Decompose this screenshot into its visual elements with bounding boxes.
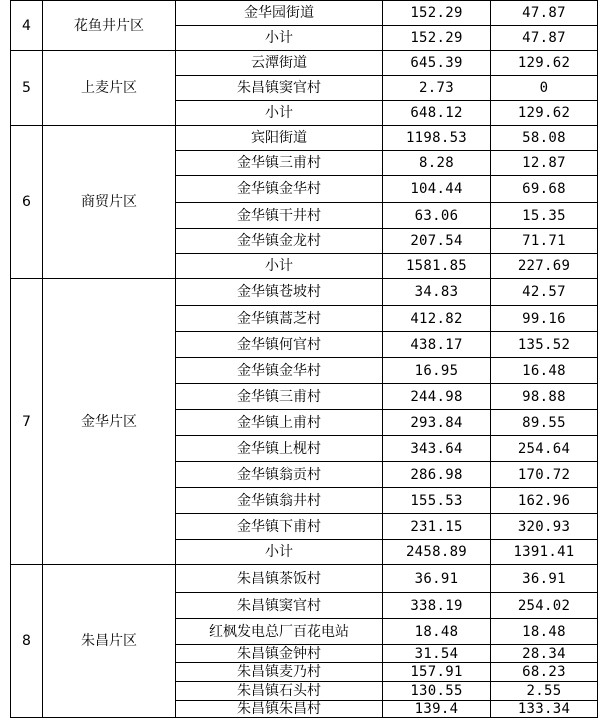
group-number: 5 [11,51,43,126]
place-name: 金华园街道 [176,1,383,26]
group-number: 4 [11,1,43,51]
place-name: 朱昌镇金钟村 [176,645,383,663]
place-name: 朱昌镇朱昌村 [176,701,383,718]
value-b: 227.69 [491,254,598,279]
group-number: 7 [11,279,43,565]
value-a: 63.06 [383,203,491,229]
place-name: 云潭街道 [176,51,383,76]
value-a: 2458.89 [383,540,491,565]
table-row [11,126,598,151]
place-name: 小计 [176,26,383,51]
value-a: 34.83 [383,279,491,306]
value-a: 293.84 [383,410,491,436]
value-a: 139.4 [383,701,491,718]
table-row [11,279,598,306]
value-b: 135.52 [491,332,598,358]
district-name: 朱昌片区 [43,565,176,718]
value-b: 170.72 [491,462,598,488]
district-name: 上麦片区 [43,51,176,126]
value-b: 71.71 [491,229,598,254]
value-b: 47.87 [491,26,598,51]
place-name: 红枫发电总厂百花电站 [176,619,383,645]
group-number: 6 [11,126,43,279]
place-name: 金华镇何官村 [176,332,383,358]
value-a: 16.95 [383,358,491,384]
district-name: 金华片区 [43,279,176,565]
value-a: 152.29 [383,1,491,26]
value-a: 343.64 [383,436,491,462]
value-b: 42.57 [491,279,598,306]
value-a: 1581.85 [383,254,491,279]
value-a: 207.54 [383,229,491,254]
value-a: 412.82 [383,306,491,332]
place-name: 小计 [176,101,383,126]
value-b: 99.16 [491,306,598,332]
table-row [11,565,598,593]
value-a: 157.91 [383,663,491,682]
place-name: 金华镇金龙村 [176,229,383,254]
value-b: 2.55 [491,682,598,701]
value-b: 18.48 [491,619,598,645]
value-b: 129.62 [491,101,598,126]
value-a: 152.29 [383,26,491,51]
value-a: 2.73 [383,76,491,101]
place-name: 金华镇苍坡村 [176,279,383,306]
value-b: 15.35 [491,203,598,229]
place-name: 朱昌镇窦官村 [176,76,383,101]
place-name: 金华镇上甫村 [176,410,383,436]
district-data-table [10,0,598,718]
value-a: 130.55 [383,682,491,701]
district-name: 花鱼井片区 [43,1,176,51]
value-b: 98.88 [491,384,598,410]
place-name: 金华镇金华村 [176,176,383,203]
table-body [11,1,598,718]
value-b: 254.02 [491,593,598,619]
place-name: 小计 [176,254,383,279]
value-b: 12.87 [491,151,598,176]
value-b: 89.55 [491,410,598,436]
value-b: 162.96 [491,488,598,514]
table-row [11,51,598,76]
place-name: 小计 [176,540,383,565]
place-name: 金华镇蒿芝村 [176,306,383,332]
value-b: 133.34 [491,701,598,718]
place-name: 宾阳街道 [176,126,383,151]
value-a: 645.39 [383,51,491,76]
value-b: 0 [491,76,598,101]
value-b: 28.34 [491,645,598,663]
table-row [11,1,598,26]
value-a: 104.44 [383,176,491,203]
value-a: 1198.53 [383,126,491,151]
value-a: 155.53 [383,488,491,514]
place-name: 金华镇翁贡村 [176,462,383,488]
place-name: 金华镇金华村 [176,358,383,384]
district-name: 商贸片区 [43,126,176,279]
value-b: 36.91 [491,565,598,593]
place-name: 朱昌镇窦官村 [176,593,383,619]
value-b: 254.64 [491,436,598,462]
value-a: 244.98 [383,384,491,410]
place-name: 朱昌镇茶饭村 [176,565,383,593]
value-b: 58.08 [491,126,598,151]
value-b: 1391.41 [491,540,598,565]
value-a: 8.28 [383,151,491,176]
value-a: 18.48 [383,619,491,645]
value-a: 286.98 [383,462,491,488]
value-a: 648.12 [383,101,491,126]
value-b: 129.62 [491,51,598,76]
value-a: 36.91 [383,565,491,593]
place-name: 金华镇翁井村 [176,488,383,514]
place-name: 朱昌镇麦乃村 [176,663,383,682]
value-b: 69.68 [491,176,598,203]
value-a: 338.19 [383,593,491,619]
value-b: 47.87 [491,1,598,26]
place-name: 金华镇三甫村 [176,151,383,176]
place-name: 朱昌镇石头村 [176,682,383,701]
value-b: 16.48 [491,358,598,384]
place-name: 金华镇上枧村 [176,436,383,462]
group-number: 8 [11,565,43,718]
value-a: 31.54 [383,645,491,663]
value-b: 320.93 [491,514,598,540]
value-b: 68.23 [491,663,598,682]
place-name: 金华镇三甫村 [176,384,383,410]
place-name: 金华镇下甫村 [176,514,383,540]
place-name: 金华镇干井村 [176,203,383,229]
value-a: 438.17 [383,332,491,358]
value-a: 231.15 [383,514,491,540]
